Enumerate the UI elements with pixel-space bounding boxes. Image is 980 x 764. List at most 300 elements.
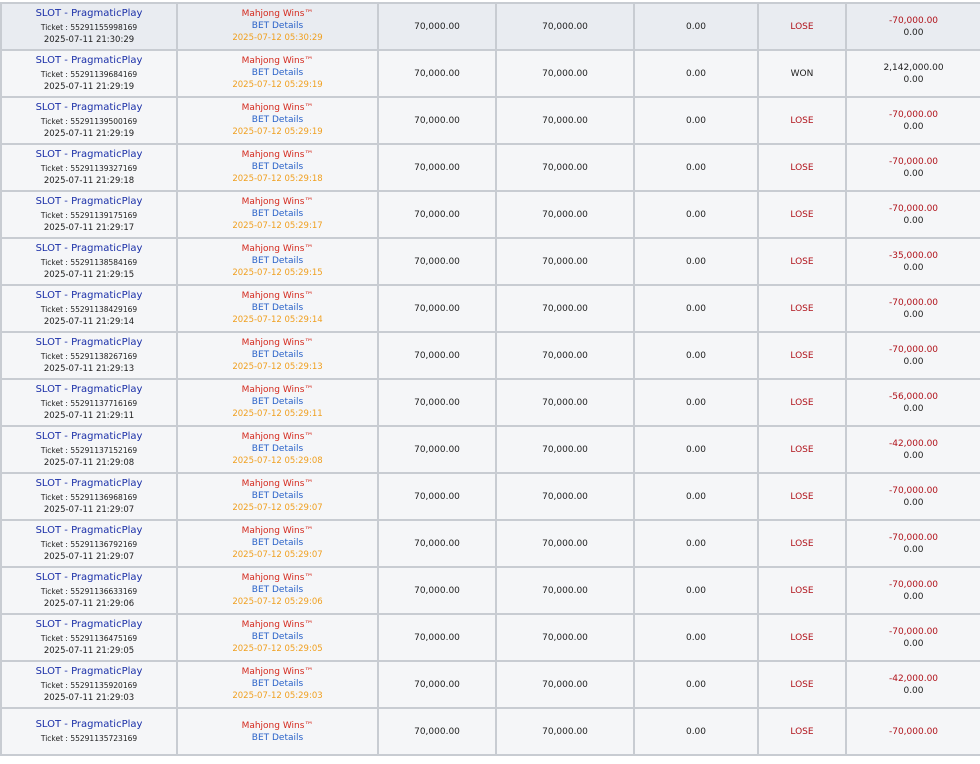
ticket-line [2,68,176,81]
settle-time: 2025-07-12 05:29:13 [232,362,323,372]
settle-time: 2025-07-12 05:29:15 [232,268,323,278]
ticket-label: Ticket : [40,587,68,596]
ticket-label: Ticket : [40,305,68,314]
ticket-line [2,679,176,692]
stake-amount: 70,000.00 [414,726,460,737]
stake-amount: 70,000.00 [414,21,460,32]
bet-time: 2025-07-11 21:29:13 [43,364,135,374]
provider-name: SLOT - PragmaticPlay [35,55,143,66]
bet-history-table [0,2,980,756]
commission-cell [634,473,758,520]
winloss-sub-amount: 0.00 [903,27,924,38]
stake-amount: 70,000.00 [414,538,460,549]
ticket-number: 55291138584169 [70,258,138,267]
bet-time: 2025-07-11 21:29:17 [43,223,135,233]
commission-amount: 0.00 [685,115,707,126]
winloss-amount: -70,000.00 [888,203,939,214]
winloss-cell [846,3,980,50]
valid-stake-amount: 70,000.00 [542,303,588,314]
ticket-number: 55291139175169 [70,211,138,220]
bet-details-link[interactable]: BET Details [251,491,304,501]
bet-info-cell [1,50,177,97]
provider-name: SLOT - PragmaticPlay [35,619,143,630]
winloss-amount: -70,000.00 [888,726,939,737]
winloss-sub-amount: 0.00 [903,450,924,461]
stake-cell [378,661,496,708]
stake-cell [378,97,496,144]
status-badge: LOSE [790,444,814,455]
status-badge: LOSE [790,256,814,267]
status-badge: LOSE [790,209,814,220]
game-name: Mahjong Wins™ [241,479,314,489]
bet-row [1,379,980,426]
commission-cell [634,191,758,238]
commission-amount: 0.00 [685,585,707,596]
bet-details-link[interactable]: BET Details [251,732,304,743]
game-cell [177,144,378,191]
bet-info-cell [1,473,177,520]
ticket-label: Ticket : [40,164,68,173]
settle-time: 2025-07-12 05:29:14 [232,315,323,325]
game-name: Mahjong Wins™ [241,244,314,254]
settle-time: 2025-07-12 05:29:17 [232,221,323,231]
game-cell [177,708,378,755]
stake-cell [378,520,496,567]
ticket-number: 55291137152169 [70,446,138,455]
ticket-label: Ticket : [40,540,68,549]
ticket-number: 55291139500169 [70,117,138,126]
winloss-amount: -70,000.00 [888,485,939,496]
commission-amount: 0.00 [685,303,707,314]
ticket-number: 55291139327169 [70,164,138,173]
ticket-label: Ticket : [40,352,68,361]
stake-amount: 70,000.00 [414,303,460,314]
bet-row [1,332,980,379]
bet-row [1,614,980,661]
winloss-sub-amount: 0.00 [903,591,924,602]
stake-cell [378,567,496,614]
bet-details-link[interactable]: BET Details [251,350,304,360]
commission-cell [634,708,758,755]
ticket-line [2,538,176,551]
bet-time: 2025-07-11 21:29:18 [43,176,135,186]
status-cell [758,3,846,50]
winloss-sub-amount: 0.00 [903,168,924,179]
status-cell [758,661,846,708]
bet-row [1,285,980,332]
bet-row [1,520,980,567]
ticket-label: Ticket : [40,211,68,220]
game-name: Mahjong Wins™ [241,56,314,66]
stake-amount: 70,000.00 [414,162,460,173]
bet-details-link[interactable]: BET Details [251,115,304,125]
bet-time: 2025-07-11 21:29:06 [43,599,135,609]
bet-row [1,426,980,473]
status-badge: LOSE [790,679,814,690]
commission-cell [634,567,758,614]
ticket-label: Ticket : [40,634,68,643]
ticket-label: Ticket : [40,446,68,455]
winloss-sub-amount: 0.00 [903,215,924,226]
stake-amount: 70,000.00 [414,679,460,690]
status-cell [758,708,846,755]
bet-details-link[interactable]: BET Details [251,21,304,31]
winloss-sub-amount: 0.00 [903,356,924,367]
winloss-cell [846,567,980,614]
settle-time: 2025-07-12 05:30:29 [232,33,323,43]
ticket-number: 55291136792169 [70,540,138,549]
game-cell [177,191,378,238]
game-cell [177,520,378,567]
stake-amount: 70,000.00 [414,256,460,267]
winloss-amount: -70,000.00 [888,156,939,167]
provider-name: SLOT - PragmaticPlay [35,572,143,583]
commission-amount: 0.00 [685,726,707,737]
winloss-sub-amount: 0.00 [903,74,924,85]
ticket-label: Ticket : [40,117,68,126]
commission-amount: 0.00 [685,256,707,267]
commission-amount: 0.00 [685,68,707,79]
ticket-line [2,444,176,457]
stake-cell [378,3,496,50]
ticket-number: 55291139684169 [70,70,138,79]
bet-details-link[interactable]: BET Details [251,303,304,313]
commission-cell [634,661,758,708]
status-cell [758,97,846,144]
status-cell [758,50,846,97]
commission-cell [634,3,758,50]
ticket-line [2,256,176,269]
valid-stake-amount: 70,000.00 [542,444,588,455]
winloss-amount: -35,000.00 [888,250,939,261]
status-cell [758,426,846,473]
ticket-line [2,162,176,175]
bet-info-cell [1,144,177,191]
commission-cell [634,97,758,144]
settle-time: 2025-07-12 05:29:07 [232,503,323,513]
valid-stake-amount: 70,000.00 [542,21,588,32]
bet-details-link[interactable]: BET Details [251,585,304,595]
stake-amount: 70,000.00 [414,397,460,408]
bet-info-cell [1,614,177,661]
status-cell [758,332,846,379]
winloss-cell [846,144,980,191]
commission-amount: 0.00 [685,444,707,455]
ticket-label: Ticket : [40,399,68,408]
commission-amount: 0.00 [685,162,707,173]
commission-cell [634,426,758,473]
winloss-amount: -70,000.00 [888,344,939,355]
bet-time: 2025-07-11 21:29:08 [43,458,135,468]
provider-name: SLOT - PragmaticPlay [35,431,143,442]
provider-name: SLOT - PragmaticPlay [35,196,143,207]
commission-amount: 0.00 [685,397,707,408]
game-name: Mahjong Wins™ [241,103,314,113]
bet-info-cell [1,379,177,426]
valid-stake-amount: 70,000.00 [542,397,588,408]
provider-name: SLOT - PragmaticPlay [35,149,143,160]
bet-info-cell [1,285,177,332]
status-cell [758,285,846,332]
winloss-cell [846,97,980,144]
ticket-line [2,303,176,316]
winloss-amount: -70,000.00 [888,109,939,120]
valid-stake-cell [496,144,634,191]
game-name: Mahjong Wins™ [241,150,314,160]
commission-cell [634,520,758,567]
status-badge: LOSE [790,397,814,408]
valid-stake-cell [496,191,634,238]
bet-row [1,97,980,144]
provider-name: SLOT - PragmaticPlay [35,666,143,677]
bet-details-link[interactable]: BET Details [251,209,304,219]
settle-time: 2025-07-12 05:29:18 [232,174,323,184]
commission-amount: 0.00 [685,538,707,549]
ticket-line [2,209,176,222]
winloss-sub-amount: 0.00 [903,544,924,555]
status-badge: WON [790,68,814,79]
commission-cell [634,144,758,191]
bet-details-link[interactable]: BET Details [251,68,304,78]
status-badge: LOSE [790,162,814,173]
valid-stake-cell [496,708,634,755]
status-cell [758,520,846,567]
stake-amount: 70,000.00 [414,585,460,596]
stake-cell [378,708,496,755]
commission-cell [634,332,758,379]
game-cell [177,97,378,144]
bet-info-cell [1,238,177,285]
settle-time: 2025-07-12 05:29:05 [232,644,323,654]
valid-stake-amount: 70,000.00 [542,585,588,596]
winloss-amount: -42,000.00 [888,438,939,449]
ticket-line [2,491,176,504]
stake-cell [378,191,496,238]
bet-details-link[interactable]: BET Details [251,538,304,548]
valid-stake-cell [496,285,634,332]
game-cell [177,50,378,97]
stake-cell [378,426,496,473]
winloss-sub-amount: 0.00 [903,497,924,508]
winloss-amount: -70,000.00 [888,579,939,590]
winloss-cell [846,426,980,473]
valid-stake-amount: 70,000.00 [542,209,588,220]
winloss-cell [846,708,980,755]
valid-stake-cell [496,379,634,426]
valid-stake-amount: 70,000.00 [542,632,588,643]
commission-amount: 0.00 [685,209,707,220]
bet-time: 2025-07-11 21:30:29 [43,35,135,45]
provider-name: SLOT - PragmaticPlay [35,719,143,730]
status-cell [758,473,846,520]
bet-history-body [1,3,980,755]
settle-time: 2025-07-12 05:29:03 [232,691,323,701]
settle-time: 2025-07-12 05:29:08 [232,456,323,466]
bet-time: 2025-07-11 21:29:19 [43,129,135,139]
provider-name: SLOT - PragmaticPlay [35,243,143,254]
bet-info-cell [1,661,177,708]
bet-details-link[interactable]: BET Details [251,444,304,454]
stake-amount: 70,000.00 [414,491,460,502]
game-name: Mahjong Wins™ [241,620,314,630]
status-cell [758,567,846,614]
bet-time: 2025-07-11 21:29:14 [43,317,135,327]
settle-time: 2025-07-12 05:29:19 [232,127,323,137]
winloss-cell [846,473,980,520]
bet-time: 2025-07-11 21:29:15 [43,270,135,280]
commission-cell [634,379,758,426]
valid-stake-cell [496,614,634,661]
game-cell [177,567,378,614]
ticket-number: 55291138267169 [70,352,138,361]
ticket-line [2,732,176,745]
stake-cell [378,285,496,332]
provider-name: SLOT - PragmaticPlay [35,8,143,19]
game-name: Mahjong Wins™ [241,338,314,348]
bet-time: 2025-07-11 21:29:07 [43,505,135,515]
ticket-number: 55291136968169 [70,493,138,502]
game-name: Mahjong Wins™ [241,432,314,442]
stake-cell [378,144,496,191]
ticket-label: Ticket : [40,681,68,690]
game-cell [177,426,378,473]
ticket-line [2,397,176,410]
status-badge: LOSE [790,21,814,32]
winloss-amount: -70,000.00 [888,297,939,308]
provider-name: SLOT - PragmaticPlay [35,478,143,489]
winloss-amount: -56,000.00 [888,391,939,402]
status-badge: LOSE [790,303,814,314]
provider-name: SLOT - PragmaticPlay [35,290,143,301]
bet-details-link[interactable]: BET Details [251,632,304,642]
provider-name: SLOT - PragmaticPlay [35,102,143,113]
valid-stake-cell [496,567,634,614]
bet-row [1,144,980,191]
game-cell [177,332,378,379]
valid-stake-amount: 70,000.00 [542,68,588,79]
stake-amount: 70,000.00 [414,115,460,126]
status-cell [758,144,846,191]
bet-details-link[interactable]: BET Details [251,256,304,266]
bet-row [1,50,980,97]
bet-row [1,661,980,708]
bet-row [1,191,980,238]
game-name: Mahjong Wins™ [241,526,314,536]
bet-details-link[interactable]: BET Details [251,679,304,689]
winloss-amount: -70,000.00 [888,626,939,637]
ticket-number: 55291136475169 [70,634,138,643]
valid-stake-cell [496,426,634,473]
commission-amount: 0.00 [685,679,707,690]
commission-cell [634,238,758,285]
commission-amount: 0.00 [685,491,707,502]
stake-amount: 70,000.00 [414,632,460,643]
ticket-number: 55291138429169 [70,305,138,314]
stake-cell [378,238,496,285]
winloss-amount: -70,000.00 [888,532,939,543]
valid-stake-amount: 70,000.00 [542,679,588,690]
ticket-line [2,585,176,598]
game-name: Mahjong Wins™ [241,9,314,19]
winloss-sub-amount: 0.00 [903,121,924,132]
winloss-amount: 2,142,000.00 [883,62,944,73]
winloss-cell [846,332,980,379]
bet-time: 2025-07-11 21:29:05 [43,646,135,656]
commission-cell [634,614,758,661]
settle-time: 2025-07-12 05:29:06 [232,597,323,607]
bet-info-cell [1,708,177,755]
winloss-cell [846,379,980,426]
bet-details-link[interactable]: BET Details [251,162,304,172]
bet-time: 2025-07-11 21:29:19 [43,82,135,92]
status-cell [758,191,846,238]
game-name: Mahjong Wins™ [241,385,314,395]
winloss-sub-amount: 0.00 [903,638,924,649]
winloss-amount: -42,000.00 [888,673,939,684]
winloss-amount: -70,000.00 [888,15,939,26]
game-name: Mahjong Wins™ [241,720,314,731]
game-cell [177,614,378,661]
stake-amount: 70,000.00 [414,68,460,79]
status-cell [758,614,846,661]
ticket-label: Ticket : [40,493,68,502]
valid-stake-cell [496,3,634,50]
status-badge: LOSE [790,632,814,643]
bet-info-cell [1,97,177,144]
game-name: Mahjong Wins™ [241,667,314,677]
valid-stake-cell [496,661,634,708]
game-cell [177,285,378,332]
stake-amount: 70,000.00 [414,350,460,361]
bet-info-cell [1,567,177,614]
commission-cell [634,50,758,97]
valid-stake-cell [496,520,634,567]
commission-amount: 0.00 [685,21,707,32]
valid-stake-amount: 70,000.00 [542,350,588,361]
stake-cell [378,614,496,661]
valid-stake-amount: 70,000.00 [542,726,588,737]
game-name: Mahjong Wins™ [241,573,314,583]
stake-amount: 70,000.00 [414,444,460,455]
status-badge: LOSE [790,491,814,502]
valid-stake-cell [496,473,634,520]
ticket-label: Ticket : [40,23,68,32]
winloss-cell [846,50,980,97]
ticket-label: Ticket : [40,258,68,267]
ticket-label: Ticket : [40,70,68,79]
winloss-cell [846,520,980,567]
bet-time: 2025-07-11 21:29:07 [43,552,135,562]
ticket-label: Ticket : [40,734,68,743]
ticket-line [2,21,176,34]
bet-row [1,3,980,50]
ticket-number: 55291136633169 [70,587,138,596]
bet-details-link[interactable]: BET Details [251,397,304,407]
settle-time: 2025-07-12 05:29:11 [232,409,323,419]
game-cell [177,661,378,708]
game-cell [177,238,378,285]
game-cell [177,473,378,520]
settle-time: 2025-07-12 05:29:19 [232,80,323,90]
bet-info-cell [1,3,177,50]
commission-amount: 0.00 [685,632,707,643]
valid-stake-amount: 70,000.00 [542,538,588,549]
winloss-sub-amount: 0.00 [903,403,924,414]
winloss-cell [846,661,980,708]
bet-info-cell [1,426,177,473]
bet-info-cell [1,191,177,238]
winloss-cell [846,285,980,332]
